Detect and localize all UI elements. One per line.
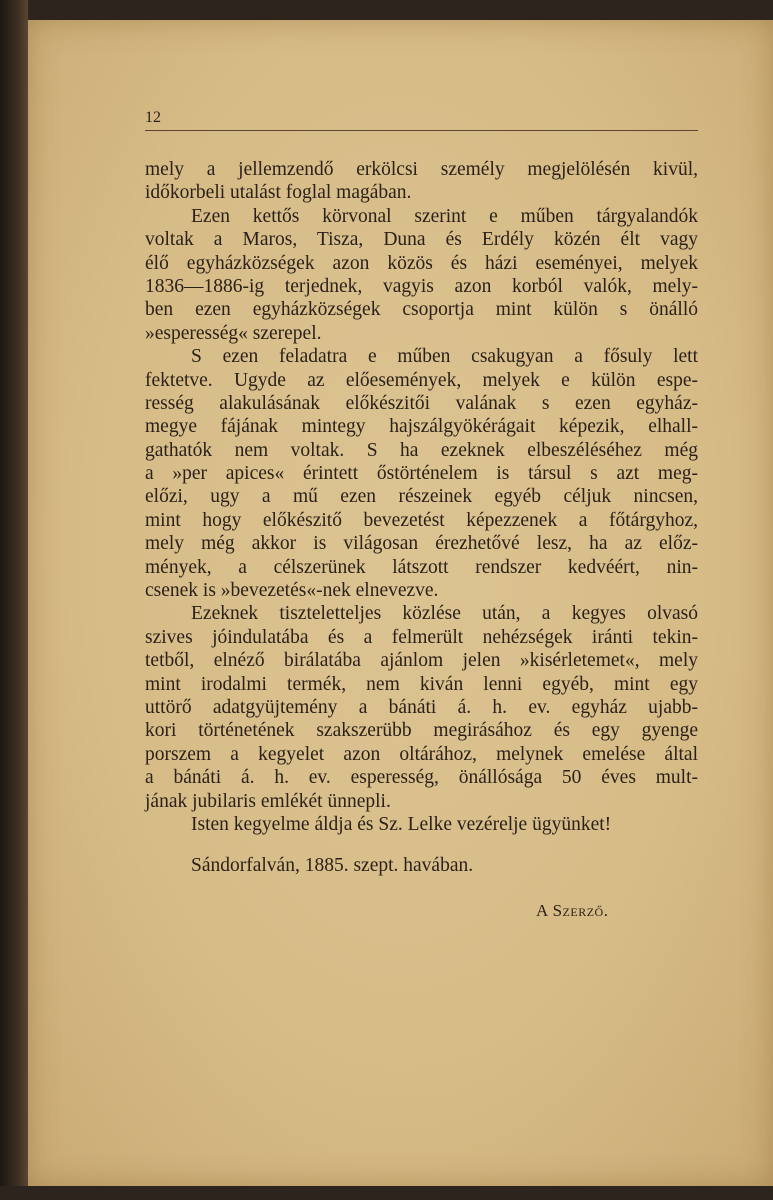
text-line: időkorbeli utalást foglal magában. <box>145 182 412 204</box>
signature: A Szerző. <box>536 901 609 920</box>
text-line: »esperesség« szerepel. <box>145 322 322 344</box>
book-top-edge <box>0 0 773 20</box>
text-line: fektetve. Ugyde az előesemények, melyek e külön espe- <box>145 369 698 391</box>
text-line: tetből, elnéző birálatába ajánlom jelen »kisérletemet«, mely <box>145 650 698 672</box>
paragraph <box>145 205 698 345</box>
text-line: csenek is »bevezetés«-nek elnevezve. <box>145 580 439 602</box>
text-line: előzi, ugy a mű ezen részeinek egyéb céljuk nincsen, <box>145 486 698 508</box>
place-date: Sándorfalván, 1885. szept. havában. <box>191 855 474 876</box>
text-line: porszem a kegyelet azon oltárához, melynek emelése által <box>145 743 698 765</box>
book-spine <box>0 0 28 1200</box>
text-line: mint hogy előkészitő bevezetést képezzenek a főtárgyhoz, <box>145 509 698 531</box>
text-line: ben ezen egyházközségek csoportja mint külön s önálló <box>145 299 698 321</box>
header-rule <box>145 130 698 131</box>
text-line: Isten kegyelme áldja és Sz. Lelke vezérelje ügyünket! <box>191 813 612 835</box>
text-line: mények, a célszerünek látszott rendszer kedvéért, nin- <box>145 556 698 578</box>
text-line: mint irodalmi termék, nem kiván lenni egyéb, mint egy <box>145 673 698 695</box>
text-line: a »per apices« érintett őstörténelem is társul s azt meg- <box>145 463 698 485</box>
text-line: a bánáti á. h. ev. esperesség, önállósága 50 éves mult- <box>145 767 698 789</box>
paragraph <box>145 602 698 813</box>
paragraph <box>145 345 698 602</box>
page-number: 12 <box>145 109 161 126</box>
text-line: Ezen kettős körvonal szerint e műben tárgyalandók <box>191 205 698 227</box>
text-line: uttörő adatgyüjtemény a bánáti á. h. ev. egyház ujabb- <box>145 696 698 718</box>
text-line: szives jóindulatába és a felmerült nehézségek iránti tekin- <box>145 626 698 648</box>
text-line: jának jubilaris emlékét ünnepli. <box>145 790 391 812</box>
text-line: megye fájának mintegy hajszálgyökérágait képezik, elhall- <box>145 416 698 438</box>
text-line: mely még akkor is világosan érezhetővé lesz, ha az előz- <box>145 533 698 555</box>
paragraph <box>145 158 698 205</box>
text-line: Ezeknek tiszteletteljes közlése után, a kegyes olvasó <box>191 603 698 625</box>
text-line: resség alakulásának előkészitői valának s ezen egyház- <box>145 392 698 414</box>
text-line: voltak a Maros, Tisza, Duna és Erdély közén élt vagy <box>145 229 698 251</box>
text-line: mely a jellemzendő erkölcsi személy megjelölésén kivül, <box>145 159 698 180</box>
text-line: élő egyházközségek azon közös és házi eseményei, melyek <box>145 252 698 274</box>
text-line: 1836—1886-ig terjednek, vagyis azon korból valók, mely- <box>145 275 698 297</box>
text-line: kori történetének szakszerübb megirásához és egy gyenge <box>145 720 698 742</box>
body-text <box>145 158 698 836</box>
text-line: gathatók nem voltak. S ha ezeknek elbeszéléséhez még <box>145 439 698 461</box>
text-line: S ezen feladatra e műben csakugyan a fősuly lett <box>191 346 698 368</box>
book-bottom-edge <box>0 1186 773 1200</box>
paragraph <box>145 813 698 836</box>
